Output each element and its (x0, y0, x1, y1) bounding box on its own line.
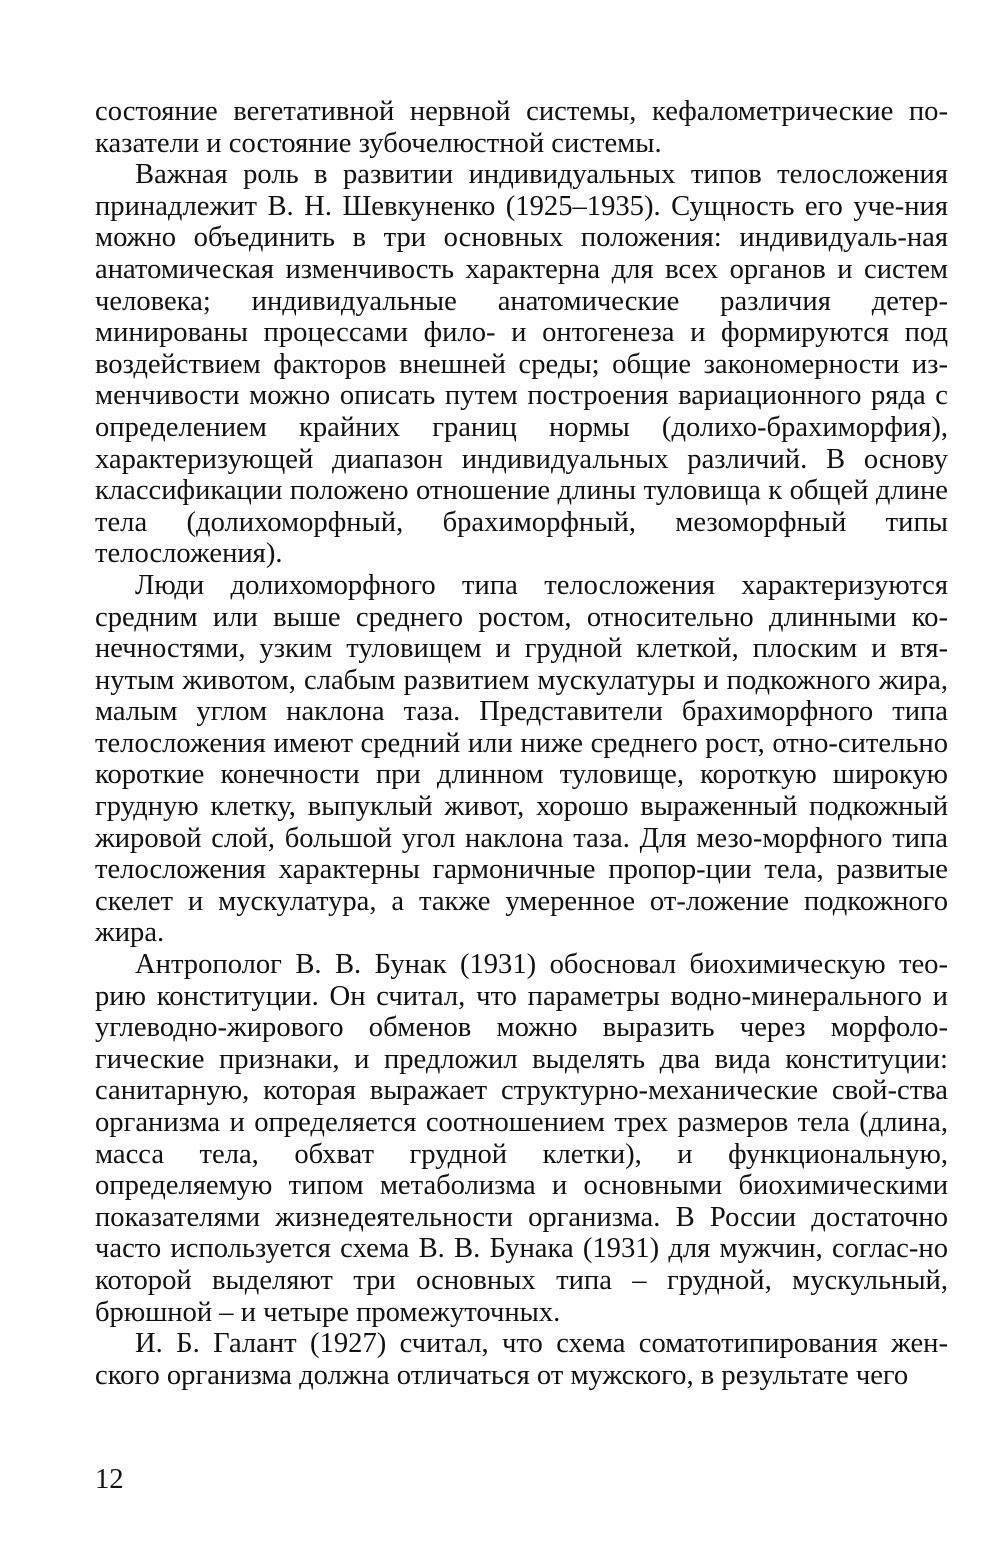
paragraph-shevkunenko: Важная роль в развитии индивидуальных типов телосложения принадлежит В. Н. Шевкуненко (1925–1935). Сущность его уче-ния можно объединить в три основных положения: индивидуаль-ная анатомическая изменчивость характерна для всех органов и систем человека; индивидуальные анатомические различия детер-минированы процессами фило- и онтогенеза и формируются под воздействием факторов внешней среды; общие закономерности из-менчивости можно описать путем построения вариационного ряда с определением крайних границ нормы (долихо-брахиморфия), характеризующей диапазон индивидуальных различий. В основу классификации положено отношение длины туловища к общей длине тела (долихоморфный, брахиморфный, мезоморфный типы телосложения). (95, 159, 948, 570)
paragraph-bunak: Антрополог В. В. Бунак (1931) обосновал биохимическую тео-рию конституции. Он считал, что параметры водно-минерального и углеводно-жирового обменов можно выразить через морфоло-гические признаки, и предложил выделять два вида конституции: санитарную, которая выражает структурно-механические свой-ства организма и определяется соотношением трех размеров тела (длина, масса тела, обхват грудной клетки), и функциональную, определяемую типом метаболизма и основными биохимическими показателями жизнедеятельности организма. В России достаточно часто используется схема В. В. Бунака (1931) для мужчин, соглас-но которой выделяют три основных типа – грудной, мускульный, брюшной – и четыре промежуточных. (95, 949, 948, 1328)
paragraph-continued: состояние вегетативной нервной системы, кефалометрические по-казатели и состояние зубочелюстной системы. (95, 96, 948, 159)
page-number: 12 (95, 1464, 124, 1495)
paragraph-galant: И. Б. Галант (1927) считал, что схема соматотипирования жен-ского организма должна отличаться от мужского, в результате чего (95, 1328, 948, 1391)
body-text (95, 96, 948, 1391)
paragraph-dolichomorphic: Люди долихоморфного типа телосложения характеризуются средним или выше среднего ростом, относительно длинными ко-нечностями, узким туловищем и грудной клеткой, плоским и втя-нутым животом, слабым развитием мускулатуры и подкожного жира, малым углом наклона таза. Представители брахиморфного типа телосложения имеют средний или ниже среднего рост, отно-сительно короткие конечности при длинном туловище, короткую широкую грудную клетку, выпуклый живот, хорошо выраженный подкожный жировой слой, большой угол наклона таза. Для мезо-морфного типа телосложения характерны гармоничные пропор-ции тела, развитые скелет и мускулатура, а также умеренное от-ложение подкожного жира. (95, 569, 948, 949)
